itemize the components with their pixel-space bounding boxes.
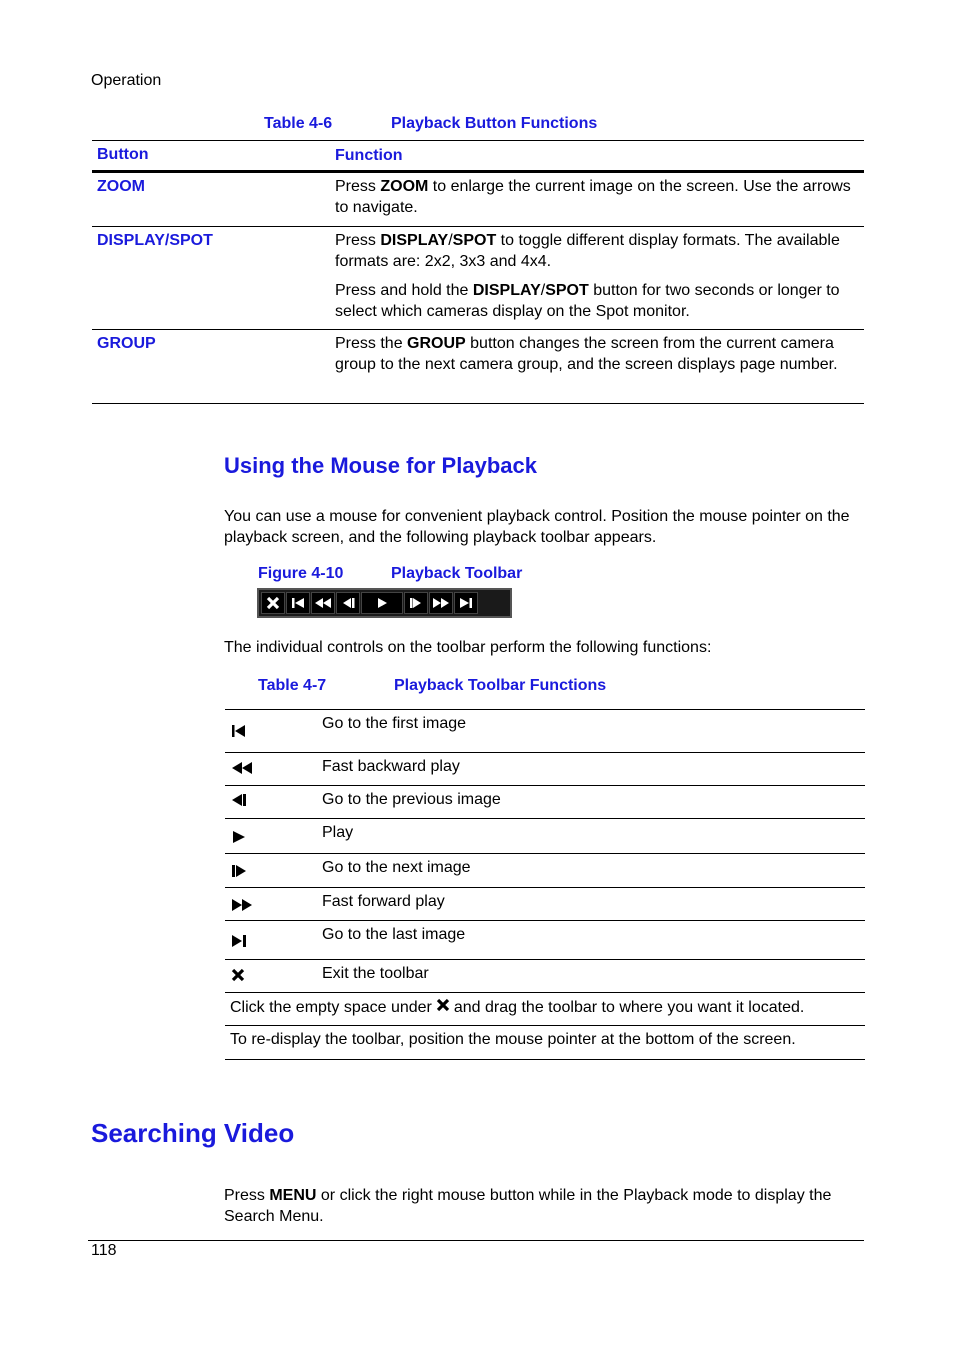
exit-icon [261, 592, 285, 614]
function-text-zoom [335, 177, 855, 218]
first-image-icon [231, 724, 247, 743]
searching-video-paragraph [224, 1185, 864, 1227]
table-4-7-label: Table 4-7 [258, 677, 327, 694]
button-name-display-spot [97, 232, 213, 250]
next-image-icon [404, 592, 428, 614]
footer-divider [88, 1240, 864, 1241]
text-run: / [164, 232, 170, 249]
exit-icon [436, 998, 450, 1017]
text-run: Press [335, 232, 381, 249]
text-run: Press [224, 1187, 270, 1204]
fast-backward-icon [311, 592, 335, 614]
figure-4-10-label: Figure 4-10 [258, 565, 344, 582]
function-text-group [335, 334, 855, 375]
table-4-7-title: Playback Toolbar Functions [394, 677, 607, 694]
section-heading-mouse-playback: Using the Mouse for Playback [224, 453, 537, 478]
previous-image-icon [231, 793, 247, 812]
exit-icon [231, 968, 245, 987]
table-row [225, 921, 865, 960]
table-row [225, 960, 865, 993]
table-row [225, 710, 865, 753]
row-description: Play [322, 824, 354, 841]
text-run: Press [335, 178, 381, 195]
playback-toolbar-figure [257, 588, 512, 618]
fast-backward-icon [231, 761, 253, 780]
table-row [225, 819, 865, 854]
text-run: button for two seconds or longer to select which cameras display on the Spot monitor. [335, 282, 840, 320]
last-image-icon [231, 934, 247, 953]
column-header-function: Function [335, 147, 403, 164]
table-4-6-title: Playback Button Functions [391, 115, 598, 132]
table-header-row [92, 140, 864, 173]
text-run: SPOT [545, 282, 589, 299]
column-header-button: Button [97, 146, 149, 163]
row-description: Go to the last image [322, 926, 466, 943]
button-name-zoom: ZOOM [97, 178, 145, 195]
text-run: DISPLAY [472, 282, 541, 299]
text-run: / [540, 282, 546, 299]
fast-forward-icon [429, 592, 453, 614]
text-run: MENU [269, 1187, 317, 1204]
first-image-icon [286, 592, 310, 614]
text-run: ZOOM [380, 178, 429, 195]
drag-toolbar-note [230, 998, 804, 1017]
function-text-display-spot [335, 231, 855, 272]
toolbar-controls-intro: The individual controls on the toolbar perform the following functions: [224, 639, 712, 656]
last-image-icon [454, 592, 478, 614]
section-heading-searching-video: Searching Video [91, 1118, 295, 1148]
text-run: button changes the screen from the current camera group to the next camera group, and the screen displays page number. [335, 335, 838, 373]
text-run: GROUP [407, 335, 466, 352]
table-row [225, 753, 865, 786]
drag-note-after: and drag the toolbar to where you want it located. [453, 998, 805, 1016]
text-run: to toggle different display formats. The available formats are: 2x2, 3x3 and 4x4. [335, 232, 840, 270]
text-run: DISPLAY [97, 232, 165, 249]
play-icon [231, 830, 247, 849]
text-run: / [448, 232, 453, 249]
play-icon [361, 592, 403, 614]
playback-toolbar-functions-table [225, 709, 865, 1060]
table-row-group [92, 330, 864, 404]
text-run: DISPLAY [380, 232, 449, 249]
table-4-6-label: Table 4-6 [264, 115, 333, 132]
redisplay-toolbar-note: To re-display the toolbar, position the mouse pointer at the bottom of the screen. [230, 1031, 796, 1048]
intro-paragraph: You can use a mouse for convenient playback control. Position the mouse pointer on the playback screen, and the following playback toolbar appears. [224, 508, 850, 546]
text-run: Press the [335, 335, 408, 352]
text-run: SPOT [169, 232, 213, 249]
previous-image-icon [336, 592, 360, 614]
next-image-icon [231, 864, 247, 883]
table-note-row [225, 1026, 865, 1060]
row-description: Exit the toolbar [322, 965, 429, 982]
row-description: Fast forward play [322, 893, 445, 910]
table-row [225, 786, 865, 819]
playback-button-functions-table [92, 140, 864, 404]
row-description: Go to the next image [322, 859, 471, 876]
function-text-display-spot-hold [335, 281, 855, 322]
table-row-display-spot [92, 227, 864, 330]
row-description: Go to the previous image [322, 791, 501, 808]
row-description: Go to the first image [322, 715, 467, 732]
text-run: to enlarge the current image on the screen. Use the arrows to navigate. [335, 178, 851, 216]
button-name-group: GROUP [97, 335, 156, 352]
text-run: SPOT [452, 232, 497, 249]
drag-note-before: Click the empty space under [230, 998, 432, 1016]
row-description: Fast backward play [322, 758, 460, 775]
figure-4-10-title: Playback Toolbar [391, 565, 523, 582]
table-row [225, 888, 865, 921]
table-row-zoom [92, 173, 864, 227]
text-run: Press and hold the [335, 282, 473, 299]
page-number: 118 [91, 1242, 117, 1259]
running-header: Operation [91, 72, 162, 89]
fast-forward-icon [231, 898, 253, 917]
text-run: or click the right mouse button while in the Playback mode to display the Search Menu. [224, 1187, 832, 1225]
table-row [225, 854, 865, 888]
table-note-row [225, 993, 865, 1026]
